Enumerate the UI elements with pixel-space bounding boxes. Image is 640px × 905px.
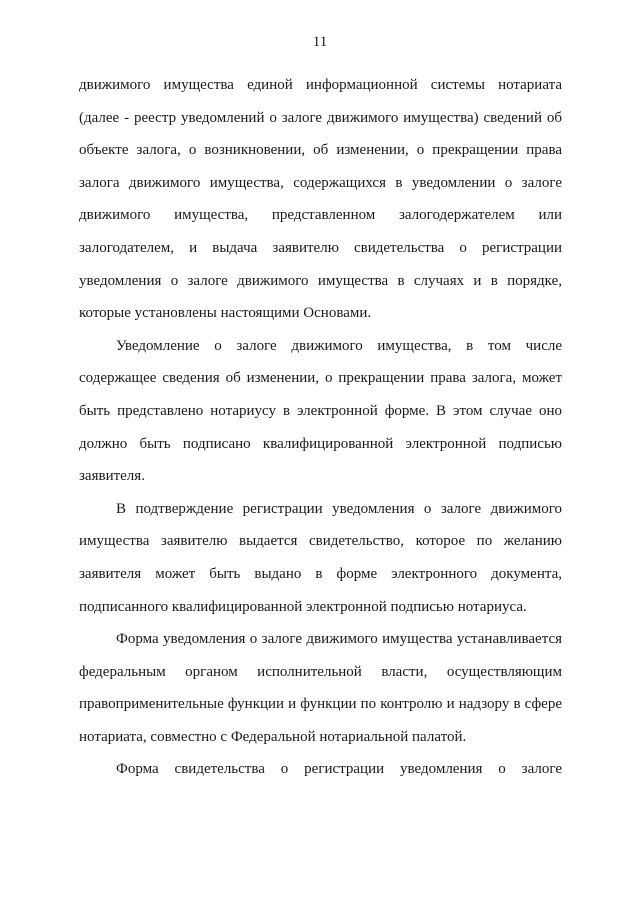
paragraph-3 bbox=[79, 493, 562, 623]
text-line: уведомления о залоге движимого имущества в случаях и в порядке, bbox=[79, 272, 562, 289]
text-line: заявителя может быть выдано в форме электронного документа, bbox=[79, 565, 562, 582]
text-line: имущества заявителю выдается свидетельство, которое по желанию bbox=[79, 533, 562, 550]
text-line: быть представлено нотариусу в электронной форме. В этом случае оно bbox=[79, 402, 562, 419]
paragraph-4 bbox=[79, 623, 562, 753]
paragraph-1 bbox=[79, 69, 562, 330]
text-line: Форма свидетельства о регистрации уведомления о залоге bbox=[116, 761, 562, 778]
text-line: подписанного квалифицированной электронной подписью нотариуса. bbox=[79, 598, 527, 615]
text-line: содержащее сведения об изменении, о прекращении права залога, может bbox=[79, 370, 562, 387]
text-line: Уведомление о залоге движимого имущества, в том числе bbox=[116, 337, 562, 354]
text-line: которые установлены настоящими Основами. bbox=[79, 305, 372, 322]
text-line: залогодателем, и выдача заявителю свидетельства о регистрации bbox=[79, 239, 562, 256]
page-number: 11 bbox=[312, 34, 328, 50]
text-line: федеральным органом исполнительной власти, осуществляющим bbox=[79, 663, 562, 680]
paragraph-5 bbox=[79, 753, 562, 786]
paragraph-2 bbox=[79, 330, 562, 493]
text-line: должно быть подписано квалифицированной электронной подписью bbox=[79, 435, 562, 452]
text-line: залога движимого имущества, содержащихся в уведомлении о залоге bbox=[79, 174, 562, 191]
document-body bbox=[79, 69, 562, 786]
text-line: правоприменительные функции и функции по контролю и надзору в сфере bbox=[79, 696, 562, 713]
text-line: Форма уведомления о залоге движимого имущества устанавливается bbox=[116, 631, 562, 648]
text-line: движимого имущества, представленном залогодержателем или bbox=[79, 207, 562, 224]
text-line: В подтверждение регистрации уведомления о залоге движимого bbox=[116, 500, 562, 517]
text-line: движимого имущества единой информационной системы нотариата bbox=[79, 77, 562, 93]
text-line: заявителя. bbox=[79, 468, 145, 485]
text-line: нотариата, совместно с Федеральной нотариальной палатой. bbox=[79, 728, 467, 745]
text-line: (далее - реестр уведомлений о залоге движимого имущества) сведений об bbox=[79, 109, 562, 126]
text-line: объекте залога, о возникновении, об изменении, о прекращении права bbox=[79, 142, 562, 159]
